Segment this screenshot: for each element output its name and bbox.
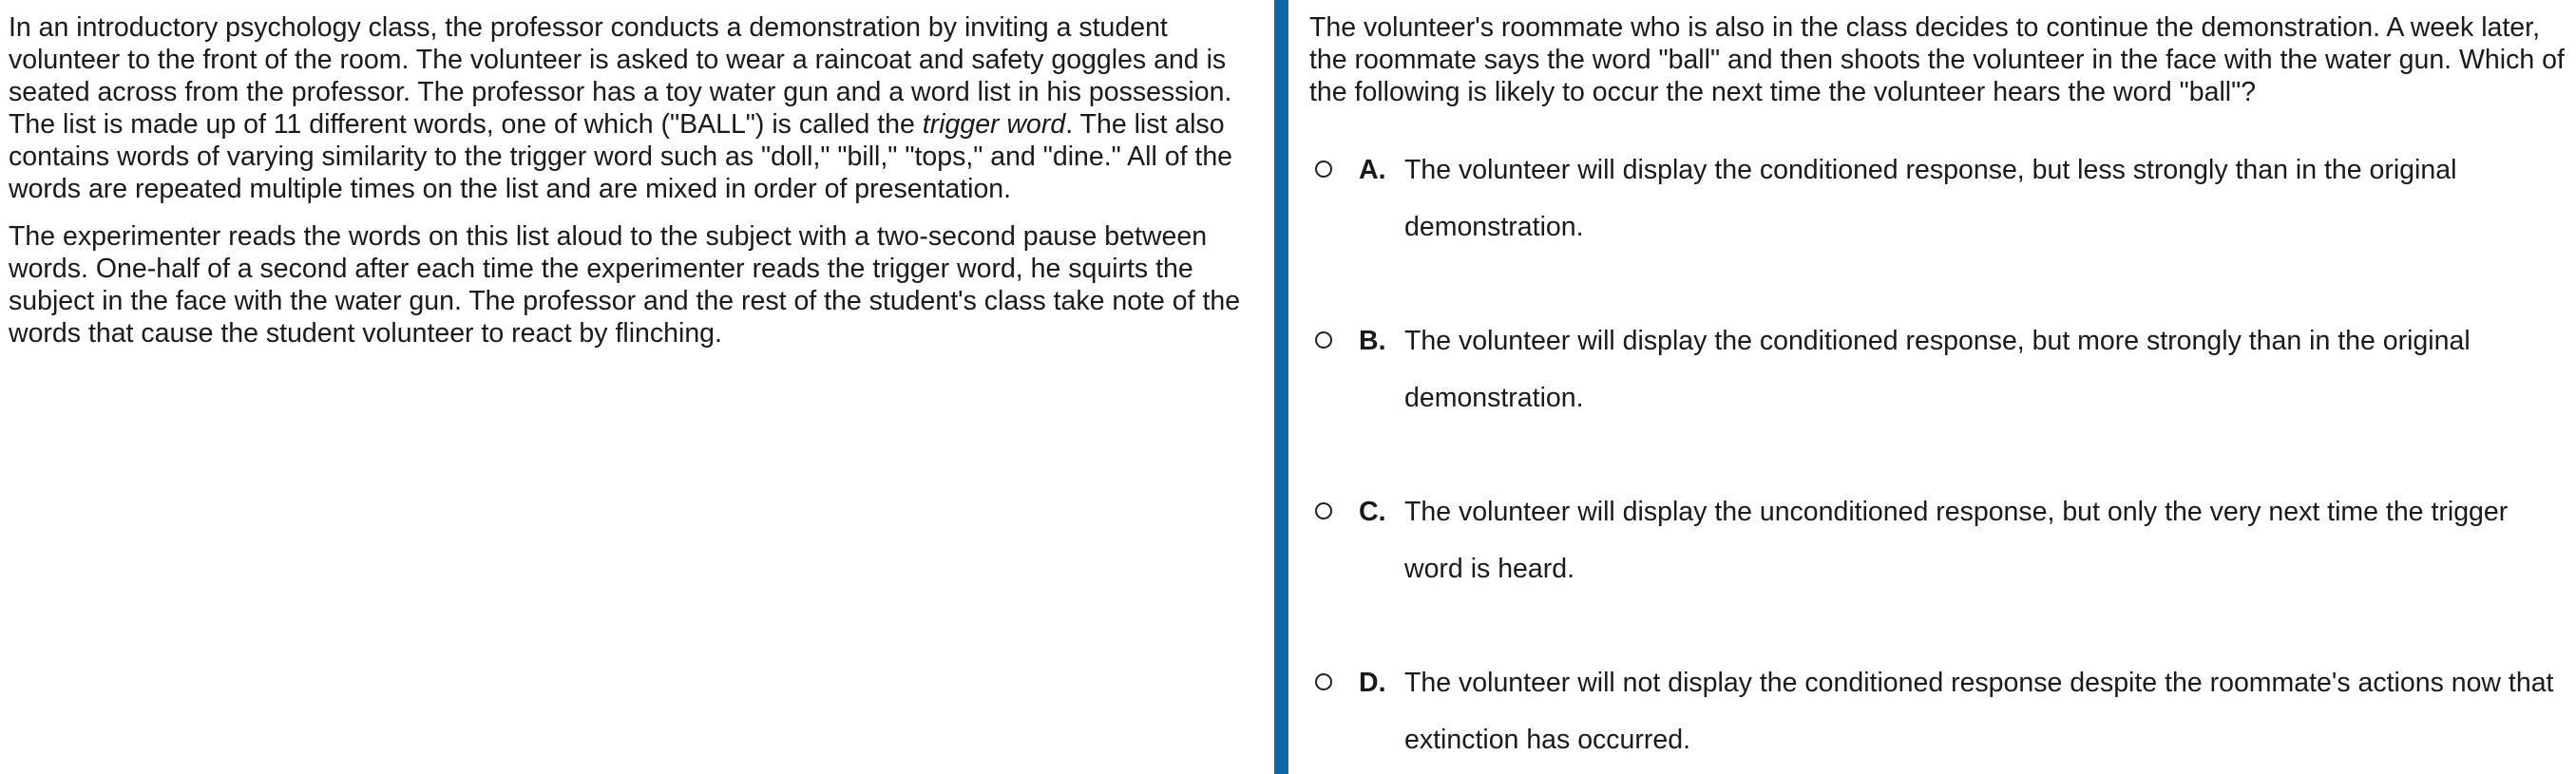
answer-option-letter: C. bbox=[1359, 497, 1386, 527]
passage-paragraph-2: The experimenter reads the words on this list aloud to the subject with a two-second pause between words. One-half of a second after each time the experimenter reads the trigger word, he squirts the subject in the face with the water gun. The professor and the rest of the student's class take note of the words that cause the student volunteer to react by flinching. bbox=[9, 221, 1241, 349]
answer-option-letter: B. bbox=[1359, 326, 1386, 356]
question-pane bbox=[1309, 11, 2573, 771]
answer-option-text: The volunteer will display the unconditioned response, but only the very next time the trigger word is heard. bbox=[1404, 497, 2509, 584]
passage-paragraph-1-text-b: . The list also contains words of varying similarity to the trigger word such as "doll," "bill," "tops," and "dine." All of the words are repeated multiple times on the list and are mixed in order of presentation. bbox=[9, 109, 1233, 204]
passage-paragraph-1 bbox=[9, 11, 1261, 205]
answer-option-text: The volunteer will display the conditioned response, but less strongly than in the original demonstration. bbox=[1404, 155, 2457, 242]
passage-pane bbox=[9, 11, 1261, 762]
passage-paragraph-1-text-a: In an introductory psychology class, the professor conducts a demonstration by inviting a student volunteer to the front of the room. The volunteer is asked to wear a raincoat and safety goggles and is seated across from the professor. The professor has a toy water gun and a word list in his possession. The list is made up of 11 different words, one of which ("BALL") is called the bbox=[9, 12, 1232, 140]
answer-option-d[interactable] bbox=[1309, 667, 2573, 771]
answer-option-text: The volunteer will display the conditioned response, but more strongly than in the original demonstration. bbox=[1404, 326, 2471, 413]
pane-divider[interactable] bbox=[1274, 0, 1288, 774]
answer-option-text: The volunteer will not display the conditioned response despite the roommate's actions now that extinction has occurred. bbox=[1404, 668, 2554, 755]
answer-choices bbox=[1309, 154, 2573, 771]
answer-option-c[interactable] bbox=[1309, 496, 2573, 667]
radio-unselected-icon[interactable] bbox=[1315, 160, 1332, 178]
radio-unselected-icon[interactable] bbox=[1315, 502, 1332, 519]
answer-option-letter: D. bbox=[1359, 668, 1386, 698]
answer-option-b[interactable] bbox=[1309, 325, 2573, 496]
trigger-word-term: trigger word bbox=[922, 109, 1066, 140]
answer-option-a[interactable] bbox=[1309, 154, 2573, 325]
radio-unselected-icon[interactable] bbox=[1315, 331, 1332, 349]
question-stem: The volunteer's roommate who is also in the class decides to continue the demonstration. A week later, the roommate says the word "ball" and then shoots the volunteer in the face with the water gun. Which of the following is likely to occur the next time the volunteer hears the word "ball"? bbox=[1309, 12, 2565, 107]
radio-unselected-icon[interactable] bbox=[1315, 673, 1332, 690]
answer-option-letter: A. bbox=[1359, 155, 1386, 185]
